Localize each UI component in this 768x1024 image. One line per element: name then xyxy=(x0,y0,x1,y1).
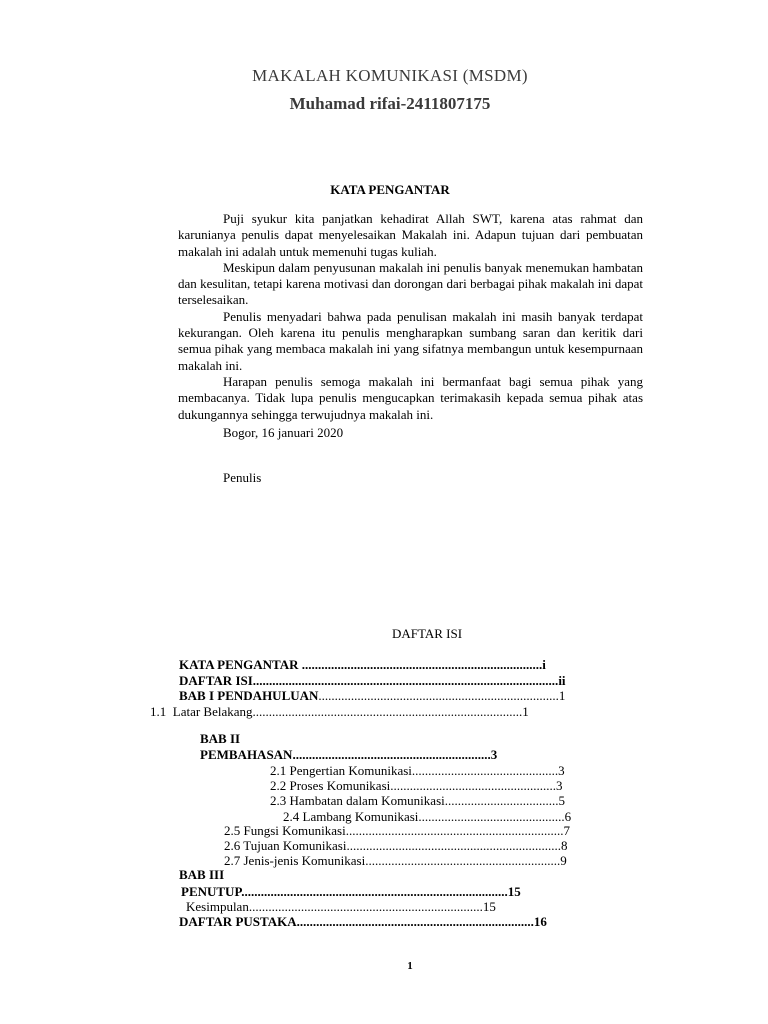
toc-entry: BAB III xyxy=(179,867,225,882)
toc-entry: PENUTUP..................................................................................15 xyxy=(181,884,521,899)
toc-entry: 2.5 Fungsi Komunikasi...................................................................7 xyxy=(224,823,570,838)
paragraph: Puji syukur kita panjatkan kehadirat Allah SWT, karena atas rahmat dan karunianya penulis dapat menyelesaikan Makalah ini. Adapun tujuan dari pembuatan makalah ini adalah untuk memenuhi tugas kuliah. xyxy=(178,211,643,259)
daftar-isi-heading: DAFTAR ISI xyxy=(391,626,463,641)
toc-entry: DAFTAR PUSTAKA.........................................................................16 xyxy=(179,914,547,929)
toc-entry: 2.6 Tujuan Komunikasi..................................................................8 xyxy=(224,838,568,853)
page-number: 1 xyxy=(407,960,413,972)
kata-pengantar-heading: KATA PENGANTAR xyxy=(330,182,450,197)
toc-entry: 2.7 Jenis-jenis Komunikasi............................................................9 xyxy=(224,853,567,868)
toc-entry: 1.1 Latar Belakang...................................................................................1 xyxy=(150,704,529,719)
place-date: Bogor, 16 januari 2020 xyxy=(223,425,344,440)
paragraph: Penulis menyadari bahwa pada penulisan makalah ini masih banyak terdapat kekurangan. Oleh karena itu penulis mengharapkan sumbang saran dan keritik dari semua pihak yang membaca makalah ini yang sifatnya membangun untuk kesempurnaan makalah ini. xyxy=(178,308,643,373)
toc-entry: 2.1 Pengertian Komunikasi.............................................3 xyxy=(270,763,565,778)
toc-entry: 2.4 Lambang Komunikasi.............................................6 xyxy=(283,809,572,824)
toc-entry: Kesimpulan........................................................................15 xyxy=(186,899,496,914)
toc-entry: DAFTAR ISI..............................................................................................ii xyxy=(179,673,566,688)
toc-entry: 2.3 Hambatan dalam Komunikasi...................................5 xyxy=(270,793,565,808)
paragraph: Harapan penulis semoga makalah ini bermanfaat bagi semua pihak yang membacanya. Tidak lupa penulis mengucapkan terimakasih kepada semua pihak atas dukungannya sehingga terwujudnya makalah ini. xyxy=(178,373,643,422)
signer: Penulis xyxy=(223,470,262,485)
document-author: Muhamad rifai-2411807175 xyxy=(289,94,491,113)
toc-entry: PEMBAHASAN.............................................................3 xyxy=(200,747,498,762)
toc-entry: BAB I PENDAHULUAN..........................................................................1 xyxy=(179,688,566,703)
kata-pengantar-body xyxy=(178,211,643,423)
document-title: MAKALAH KOMUNIKASI (MSDM) xyxy=(252,66,528,85)
paragraph: Meskipun dalam penyusunan makalah ini penulis banyak menemukan hambatan dan kesulitan, tetapi karena motivasi dan dorongan dari berbagai pihak makalah ini dapat terselesaikan. xyxy=(178,259,643,308)
toc-entry: KATA PENGANTAR ..........................................................................i xyxy=(179,657,546,672)
toc-entry: 2.2 Proses Komunikasi...................................................3 xyxy=(270,778,563,793)
toc-entry: BAB II xyxy=(200,731,241,746)
